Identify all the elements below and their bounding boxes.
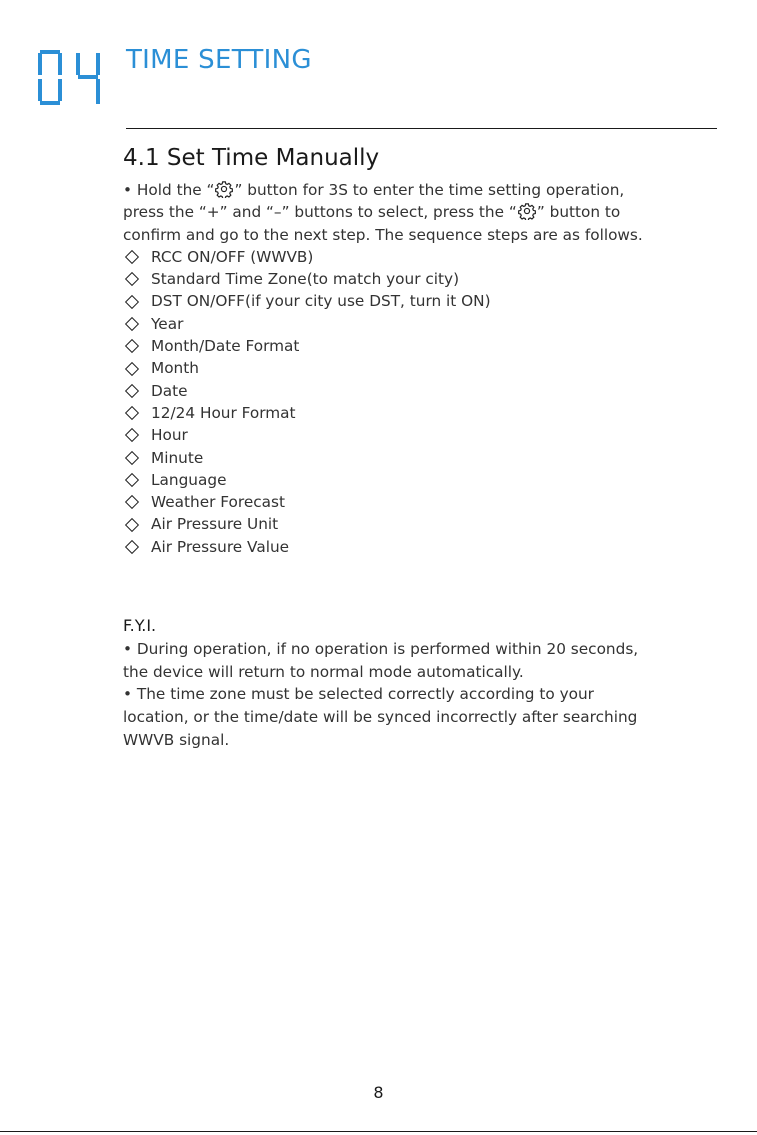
list-item — [123, 313, 723, 335]
diamond-bullet-icon — [125, 339, 139, 353]
list-item — [123, 424, 723, 446]
intro-line-1 — [123, 179, 723, 201]
fyi-line: the device will return to normal mode automatically. — [123, 662, 524, 681]
list-item — [123, 536, 723, 558]
list-item — [123, 469, 723, 491]
diamond-bullet-icon — [125, 250, 139, 264]
list-item — [123, 380, 723, 402]
step-label: Weather Forecast — [151, 493, 285, 512]
footer-divider — [0, 1131, 757, 1132]
list-item — [123, 402, 723, 424]
step-label: 12/24 Hour Format — [151, 403, 296, 422]
step-label: Date — [151, 381, 188, 400]
step-label: Month/Date Format — [151, 337, 300, 356]
page-number: 8 — [373, 1083, 384, 1102]
intro-text: • Hold the “ — [123, 181, 215, 199]
diamond-bullet-icon — [125, 384, 139, 398]
list-item — [123, 290, 723, 312]
subsection-title: 4.1 Set Time Manually — [123, 145, 380, 171]
fyi-line: location, or the time/date will be synced incorrectly after searching — [123, 708, 638, 727]
fyi-line: • The time zone must be selected correctly according to your — [123, 685, 594, 704]
diamond-bullet-icon — [125, 473, 139, 487]
intro-and-steps — [123, 179, 723, 558]
diamond-bullet-icon — [125, 295, 139, 309]
steps-list — [123, 246, 723, 558]
gear-icon — [518, 202, 536, 220]
step-label: RCC ON/OFF (WWVB) — [151, 247, 314, 266]
step-label: Language — [151, 470, 227, 489]
list-item — [123, 513, 723, 535]
diamond-bullet-icon — [125, 495, 139, 509]
seven-segment-04-icon — [38, 50, 102, 106]
step-label: Standard Time Zone(to match your city) — [151, 270, 460, 289]
diamond-bullet-icon — [125, 272, 139, 286]
step-label: Minute — [151, 448, 204, 467]
fyi-line: WWVB signal. — [123, 730, 230, 749]
intro-line-3: confirm and go to the next step. The sequence steps are as follows. — [123, 225, 643, 244]
diamond-bullet-icon — [125, 317, 139, 331]
section-title: TIME SETTING — [126, 45, 312, 75]
list-item — [123, 335, 723, 357]
header-divider — [126, 128, 717, 129]
fyi-section — [123, 615, 723, 752]
diamond-bullet-icon — [125, 361, 139, 375]
list-item — [123, 268, 723, 290]
list-item — [123, 357, 723, 379]
step-label: Air Pressure Value — [151, 537, 290, 556]
gear-icon — [215, 180, 233, 198]
diamond-bullet-icon — [125, 518, 139, 532]
diamond-bullet-icon — [125, 428, 139, 442]
intro-text: ” button to — [536, 203, 621, 222]
step-label: Air Pressure Unit — [151, 515, 279, 534]
list-item — [123, 447, 723, 469]
diamond-bullet-icon — [125, 406, 139, 420]
intro-line-2 — [123, 201, 723, 223]
step-label: DST ON/OFF(if your city use DST, turn it ON) — [151, 292, 491, 311]
step-label: Month — [151, 359, 199, 378]
intro-text: press the “+” and “–” buttons to select, press the “ — [123, 203, 517, 222]
diamond-bullet-icon — [125, 451, 139, 465]
list-item — [123, 491, 723, 513]
fyi-title: F.Y.I. — [123, 616, 157, 635]
intro-text: ” button for 3S to enter the time setting operation, — [234, 181, 625, 199]
step-label: Year — [151, 314, 184, 333]
fyi-line: • During operation, if no operation is performed within 20 seconds, — [123, 639, 639, 658]
chapter-number-graphic — [38, 50, 102, 106]
list-item — [123, 246, 723, 268]
diamond-bullet-icon — [125, 540, 139, 554]
step-label: Hour — [151, 426, 188, 445]
